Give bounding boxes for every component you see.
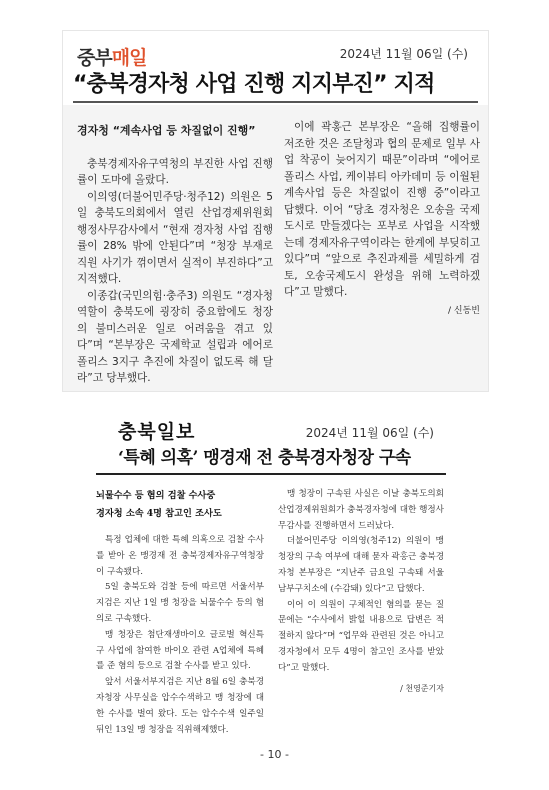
paragraph: 맹 청장은 첨단재생바이오 글로벌 혁신특구 사업에 참여한 바이오 관련 A업체에 특혜를 준 혐의 등으로 검찰 수사를 받고 있다. bbox=[96, 629, 264, 672]
paragraph: 맹 청장이 구속된 사실은 이날 충북도의회 산업경제위원회가 충북경자청에 대한 행정사무감사를 진행하면서 드러났다. bbox=[278, 489, 444, 531]
subheadline: 경자청 “계속사업 등 차질없이 진행” bbox=[77, 124, 256, 137]
article-column-left bbox=[77, 123, 273, 387]
article-column-left bbox=[96, 487, 264, 738]
news-clipping-jungbu bbox=[62, 30, 489, 392]
newspaper-logo: 충북일보 bbox=[118, 421, 196, 443]
page-number: - 10 - bbox=[260, 748, 289, 761]
divider bbox=[96, 473, 446, 475]
newspaper-logo: 중부매일 bbox=[77, 47, 147, 69]
paragraph: 이종갑(국민의힘·충주3) 의원도 “경자청 역할이 충북도에 굉장히 중요함에도 청장의 불미스러운 일로 어려움을 겪고 있다”며 “본부장은 국제학교 설립과 에어로폴리스 3지구 추진에 차질이 없도록 해 달라”고 당부했다. bbox=[77, 289, 273, 384]
divider bbox=[73, 101, 478, 103]
byline: / 신동빈 bbox=[448, 305, 480, 316]
paragraph: 앞서 서울서부지검은 지난 8월 6일 충북경자청장 사무실을 압수수색하고 맹 청장에 대한 수사를 벌여 왔다. 도는 압수수색 일주일 뒤인 13일 맹 청장을 직위해제했다. bbox=[96, 677, 264, 735]
headline: “충북경자청 사업 진행 지지부진” 지적 bbox=[73, 72, 435, 97]
news-clipping-chungbuk bbox=[96, 405, 446, 740]
paragraph: 5일 충북도와 검찰 등에 따르면 서울서부지검은 지난 1일 맹 청장을 뇌물수수 등의 혐의로 구속했다. bbox=[96, 582, 264, 624]
paragraph: 더불어민주당 이의영(청주12) 의원이 맹 청장의 구속 여부에 대해 묻자 곽홍근 충북경자청 본부장은 “지난주 금요일 구속돼 서울 남부구치소에 (수감돼) 있다”고 답했다. bbox=[278, 536, 444, 594]
article-column-right bbox=[284, 119, 480, 319]
article-column-right bbox=[278, 487, 444, 696]
paragraph: 충북경제자유구역청의 부진한 사업 진행률이 도마에 올랐다. bbox=[77, 157, 273, 186]
paragraph: 이에 곽홍근 본부장은 “올해 집행률이 저조한 것은 조달청과 협의 문제로 일부 사업 착공이 늦어지기 때문”이라며 “에어로폴리스 사업, 케이뷰티 아카데미 등 이월된 계속사업 등은 차질없이 진행 중”이라고 답했다. 이어 “당초 경자청은 오송을 국제도시로 만들겠다는 포부로 사업을 시작했는데 경제자유구역이라는 한계에 부딪히고 있다”며 “앞으로 추진과제를 세밀하게 검토, 오송국제도시 완성을 위해 노력하겠다”고 말했다. bbox=[284, 121, 480, 298]
paragraph: 특정 업체에 대한 특혜 의혹으로 검찰 수사를 받아 온 맹경재 전 충북경제자유구역청장이 구속됐다. bbox=[96, 535, 264, 577]
paragraph: 이의영(더불어민주당·청주12) 의원은 5일 충북도의회에서 열린 산업경제위원회 행정사무감사에서 “현재 경자청 사업 집행률이 28% 밖에 안된다”며 “청장 부재로 직원 사기가 꺾이면서 실적이 부진하다”고 지적했다. bbox=[77, 190, 273, 285]
paragraph: 이어 이 의원이 구체적인 혐의를 묻는 질문에는 “수사에서 밝힐 내용으로 답변은 적절하지 않다”며 “업무와 관련된 것은 아니고 경자청에서 모두 4명이 참고인 조사를 받았다”고 말했다. bbox=[278, 599, 444, 673]
subheadline: 뇌물수수 등 혐의 검찰 수사중 경자청 소속 4명 참고인 조사도 bbox=[96, 490, 222, 519]
publish-date: 2024년 11월 06일 (수) bbox=[305, 426, 434, 440]
publish-date: 2024년 11월 06일 (수) bbox=[339, 47, 468, 61]
byline: / 천영준기자 bbox=[400, 683, 444, 693]
headline: ‘특혜 의혹’ 맹경재 전 충북경자청장 구속 bbox=[118, 448, 411, 468]
